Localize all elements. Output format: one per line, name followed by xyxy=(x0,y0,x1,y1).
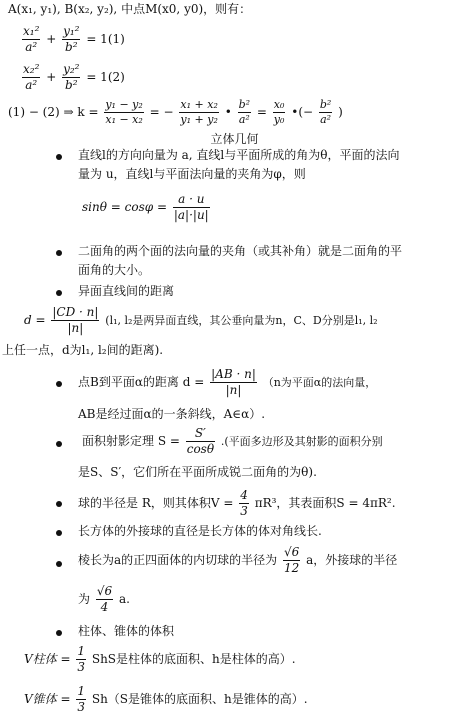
sin-formula-den: |a|·|u| xyxy=(173,208,209,222)
projection-text1: 面积射影定理 S = xyxy=(82,434,180,448)
point-plane-den: |n| xyxy=(225,383,242,397)
eq3-f1-den: x₁ − x₂ xyxy=(105,112,143,126)
eq2-den1: a² xyxy=(25,78,38,92)
eq1-den1: a² xyxy=(25,40,38,54)
item-10-line1: 柱体、锥体的体积 xyxy=(78,624,175,638)
sin-formula-num: a · u xyxy=(173,192,210,208)
d-num: |CD · n| xyxy=(52,305,99,319)
point-plane-line2: AB是经过面α的一条斜线，A∈α）. xyxy=(78,407,266,421)
item-8-line1: 长方体的外接球的直径是长方体的体对角线长. xyxy=(78,524,322,538)
eq3-tail: •(− xyxy=(291,104,314,119)
eq2-num2: y₂² xyxy=(63,62,80,76)
eq1-num1: x₁² xyxy=(23,24,40,38)
d-den: |n| xyxy=(67,321,84,335)
eq1-rhs: = 1(1) xyxy=(86,32,125,46)
projection-line2: 是S、S′，它们所在平面所成锐二面角的为θ). xyxy=(78,465,317,479)
sphere-text1: 球的半径是 R，则其体积V = xyxy=(78,496,234,510)
point-plane-text1: 点B到平面α的距离 d = xyxy=(78,375,205,389)
v2-num: 1 xyxy=(77,684,86,698)
eq3-f2-num: x₁ + x₂ xyxy=(180,98,218,111)
tetra-text3: 为 xyxy=(78,592,91,606)
sphere-formula xyxy=(78,488,396,519)
bullet-10 xyxy=(56,630,62,636)
equation-3 xyxy=(8,98,343,127)
sphere-num: 4 xyxy=(240,488,248,502)
bullet-3 xyxy=(56,290,62,296)
eq1-num2: y₁² xyxy=(63,24,80,38)
item-3-line1: 异面直线间的距离 xyxy=(78,284,175,298)
eq3-f3-num: b² xyxy=(238,98,251,111)
bullet-8 xyxy=(56,530,62,536)
bullet-1 xyxy=(56,154,62,160)
eq3-f5-den: a² xyxy=(320,112,332,126)
sphere-text2: πR³，其表面积S = 4πR². xyxy=(254,496,396,510)
v1-lhs: V柱体 = xyxy=(24,652,71,666)
eq3-lhs: (1) − (2) ⇒ k = xyxy=(8,104,99,119)
eq3-f1-num: y₁ − y₂ xyxy=(105,98,143,111)
tetra-text2: a，外接球的半径 xyxy=(306,553,398,567)
eq3-f3-den: a² xyxy=(238,112,250,126)
section-title: 立体几何 xyxy=(210,132,259,146)
eq3-f5-num: b² xyxy=(319,98,332,111)
point-plane-formula xyxy=(78,367,376,398)
eq2-den2: b² xyxy=(65,78,78,92)
eq3-f4-den: y₀ xyxy=(273,112,285,126)
tetra-den2: 4 xyxy=(100,600,109,614)
point-plane-text2: （n为平面α的法向量， xyxy=(262,376,377,389)
eq3-mid: = − xyxy=(149,104,174,119)
tetra-text1: 棱长为a的正四面体的内切球的半径为 xyxy=(78,553,278,567)
eq3-dot: • xyxy=(224,104,232,119)
item-2-line1: 二面角的两个面的法向量的夹角（或其补角）就是二面角的平 xyxy=(78,244,403,258)
projection-num: S′ xyxy=(186,426,215,442)
tetra-num2: √6 xyxy=(96,584,113,598)
eq1-den2: b² xyxy=(65,40,78,54)
eq3-f4-num: x₀ xyxy=(273,98,285,111)
sphere-den: 3 xyxy=(240,504,248,518)
tetra-formula xyxy=(78,545,397,576)
prism-volume-formula xyxy=(24,644,296,675)
v1-num: 1 xyxy=(77,644,86,658)
v1-text: ShS是柱体的底面积、h是柱体的高）. xyxy=(91,652,296,666)
sin-cos-formula xyxy=(82,192,212,223)
item-1-line2: 量为 u，直线l与平面法向量的夹角为φ，则 xyxy=(78,167,306,181)
v2-den: 3 xyxy=(77,700,86,714)
equation-1: $\frac{\text{x₁²}}{\text{a²}}$ + $\frac{\text{y₁²}}{\text{b²}}$ = 1(1) xyxy=(23,24,125,54)
projection-den: cosθ xyxy=(186,442,215,456)
bullet-6 xyxy=(56,441,62,447)
bullet-9 xyxy=(56,561,62,567)
d-text: (l₁, l₂是两异面直线，其公垂向量为n，C、D分别是l₁, l₂ xyxy=(105,314,378,327)
tetra-line2 xyxy=(78,584,130,615)
v2-text: Sh（S是锥体的底面积、h是锥体的高）. xyxy=(91,692,308,706)
d-lhs: d = xyxy=(24,313,46,327)
eq3-f2-den: y₁ + y₂ xyxy=(180,112,218,126)
d-text-line2: 上任一点，d为l₁, l₂间的距离). xyxy=(2,343,164,357)
eq2-num1: x₂² xyxy=(23,62,40,76)
eq3-eq: = xyxy=(256,104,267,119)
skew-distance-formula xyxy=(24,305,378,336)
midpoint-line: A(x₁, y₁), B(x₂, y₂), 中点M(x0, y0)，则有： xyxy=(8,2,252,16)
item-2-line2: 面角的大小。 xyxy=(78,263,151,277)
tetra-den: 12 xyxy=(283,561,300,575)
point-plane-num: |AB · n| xyxy=(211,367,256,381)
tetra-num: √6 xyxy=(283,545,300,559)
eq2-rhs: = 1(2) xyxy=(86,70,125,84)
v1-den: 3 xyxy=(77,660,86,674)
sin-formula-lhs: sinθ = cosφ = xyxy=(82,200,168,214)
bullet-7 xyxy=(56,501,62,507)
equation-2: $\frac{\text{x₂²}}{\text{a²}}$ + $\frac{\text{y₂²}}{\text{b²}}$ = 1(2) xyxy=(23,62,125,92)
bullet-5 xyxy=(56,381,62,387)
v2-lhs: V锥体 = xyxy=(24,692,71,706)
projection-formula xyxy=(82,426,383,457)
bullet-2 xyxy=(56,250,62,256)
cone-volume-formula xyxy=(24,684,308,715)
eq3-close: ) xyxy=(338,104,343,119)
tetra-text4: a. xyxy=(118,592,130,606)
item-1-line1: 直线l的方向向量为 a, 直线l与平面所成的角为θ，平面的法向 xyxy=(78,148,400,162)
projection-text2: .(平面多边形及其射影的面积分别 xyxy=(220,435,383,448)
